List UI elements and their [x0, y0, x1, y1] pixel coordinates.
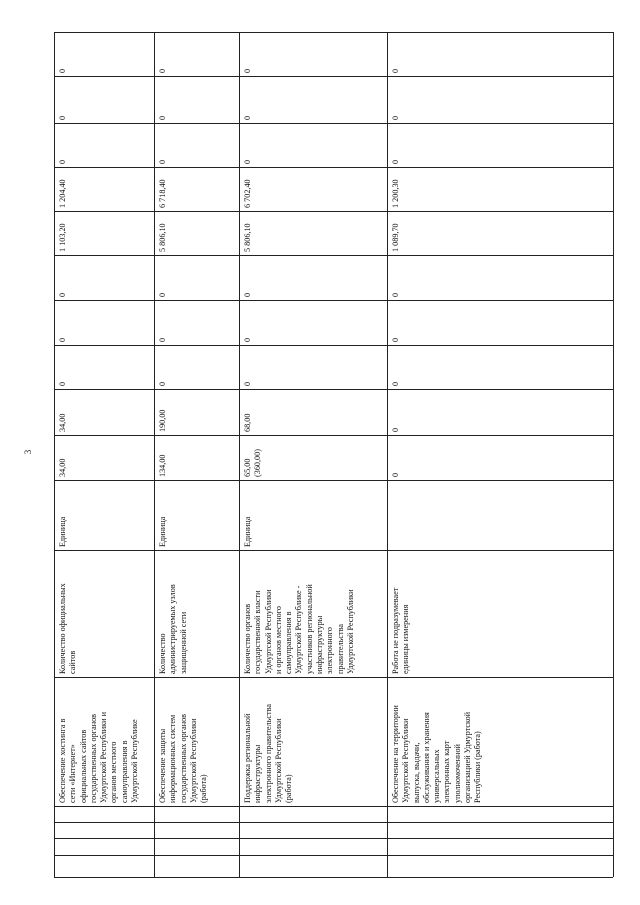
table-cell-unit: Единица: [243, 516, 252, 547]
budget-table: [54, 32, 613, 877]
table-rule: [54, 822, 613, 823]
table-cell-value: 0: [158, 115, 167, 120]
table-cell-value: 0: [58, 115, 67, 120]
table-rule: [54, 123, 613, 124]
table-rule: [54, 167, 613, 168]
table-cell-value: 134,00: [158, 454, 167, 477]
table-cell-value: 0: [243, 68, 252, 73]
table-rule: [387, 32, 388, 877]
table-cell-value: 0: [158, 68, 167, 73]
table-cell-name: Обеспечение защиты информационных систем государственных органов Удмуртской Республики (работа): [158, 713, 209, 803]
table-cell-value: 0: [158, 292, 167, 297]
table-cell-unit: Единица: [58, 516, 67, 547]
table-cell-value: 1 103,20: [58, 223, 67, 252]
table-rule: [54, 855, 613, 856]
table-cell-value: 1 204,40: [58, 179, 67, 208]
table-cell-value: 0: [58, 159, 67, 164]
table-cell-value: 0: [243, 381, 252, 386]
table-rule: [54, 677, 613, 678]
table-cell-value: 1 200,30: [391, 179, 400, 208]
table-cell-value: 5 806,10: [243, 223, 252, 252]
table-rule: [54, 211, 613, 212]
table-cell-value: 0: [158, 159, 167, 164]
table-rule: [613, 32, 614, 877]
table-cell-value: 6 702,40: [243, 179, 252, 208]
table-cell-name: Обеспечение на территории Удмуртской Республики выпуска, выдачи, обслуживания и хранения универсальных электронных карт уполномоченной организацией Удмуртской Республики (работа): [391, 705, 483, 803]
table-cell-indicator: Количество администрируемых узлов защищенной сети: [158, 584, 188, 674]
table-cell-value: 0: [58, 337, 67, 342]
table-cell-value: 0: [243, 159, 252, 164]
table-rule: [54, 838, 613, 839]
table-cell-value: 6 718,40: [158, 179, 167, 208]
table-rule: [54, 300, 613, 301]
table-rule: [54, 345, 613, 346]
table-rule: [54, 76, 613, 77]
table-cell-value: 1 089,70: [391, 223, 400, 252]
table-cell-value: 0: [158, 337, 167, 342]
table-cell-value: 0: [58, 381, 67, 386]
table-cell-value: 0: [391, 68, 400, 73]
table-rule: [154, 32, 155, 877]
table-cell-value: 34,00: [58, 413, 67, 432]
table-cell-indicator: Количество органов государственной власти Удмуртской Республики и органов местного самоуправления в Удмуртской Республике - участников региональной инфраструктуры электронного правительства Удмуртской Республики: [243, 584, 355, 674]
table-rule: [54, 550, 613, 551]
table-rule: [54, 32, 613, 33]
table-rule: [54, 877, 613, 878]
table-cell-value: 0: [391, 115, 400, 120]
table-cell-value: 0: [391, 472, 400, 477]
table-cell-value: 68,00: [243, 413, 252, 432]
table-cell-value: 0: [391, 427, 400, 432]
table-cell-value: 0: [243, 115, 252, 120]
table-cell-indicator: Работа не подразумевает единицы измерения: [391, 587, 411, 674]
table-cell-value: 65,00 (360,00): [243, 449, 263, 477]
table-cell-value: 190,00: [158, 409, 167, 432]
table-cell-value: 0: [58, 68, 67, 73]
table-cell-unit: Единица: [158, 516, 167, 547]
table-cell-value: 0: [391, 159, 400, 164]
table-cell-name: Обеспечение хостинга в сети «Интернет» официальных сайтов государственных органов Удмуртской Республики и органов местного самоуправления в Удмуртской Республике: [58, 712, 140, 803]
table-cell-value: 0: [391, 292, 400, 297]
table-rule: [54, 32, 55, 877]
page-number: 3: [23, 449, 33, 455]
table-rule: [54, 435, 613, 436]
table-rule: [54, 806, 613, 807]
table-cell-indicator: Количество официальных сайтов: [58, 583, 78, 674]
table-rule: [54, 480, 613, 481]
table-cell-value: 0: [391, 381, 400, 386]
table-rule: [54, 389, 613, 390]
table-cell-value: 0: [243, 292, 252, 297]
table-cell-value: 0: [243, 337, 252, 342]
table-rule: [239, 32, 240, 877]
table-cell-value: 34,00: [58, 458, 67, 477]
table-cell-name: Поддержка региональной инфраструктуры электронного правительства Удмуртской Республики (работа): [243, 704, 294, 803]
table-cell-value: 5 806,10: [158, 223, 167, 252]
table-rule: [54, 255, 613, 256]
table-cell-value: 0: [158, 381, 167, 386]
table-cell-value: 0: [58, 292, 67, 297]
table-cell-value: 0: [391, 337, 400, 342]
